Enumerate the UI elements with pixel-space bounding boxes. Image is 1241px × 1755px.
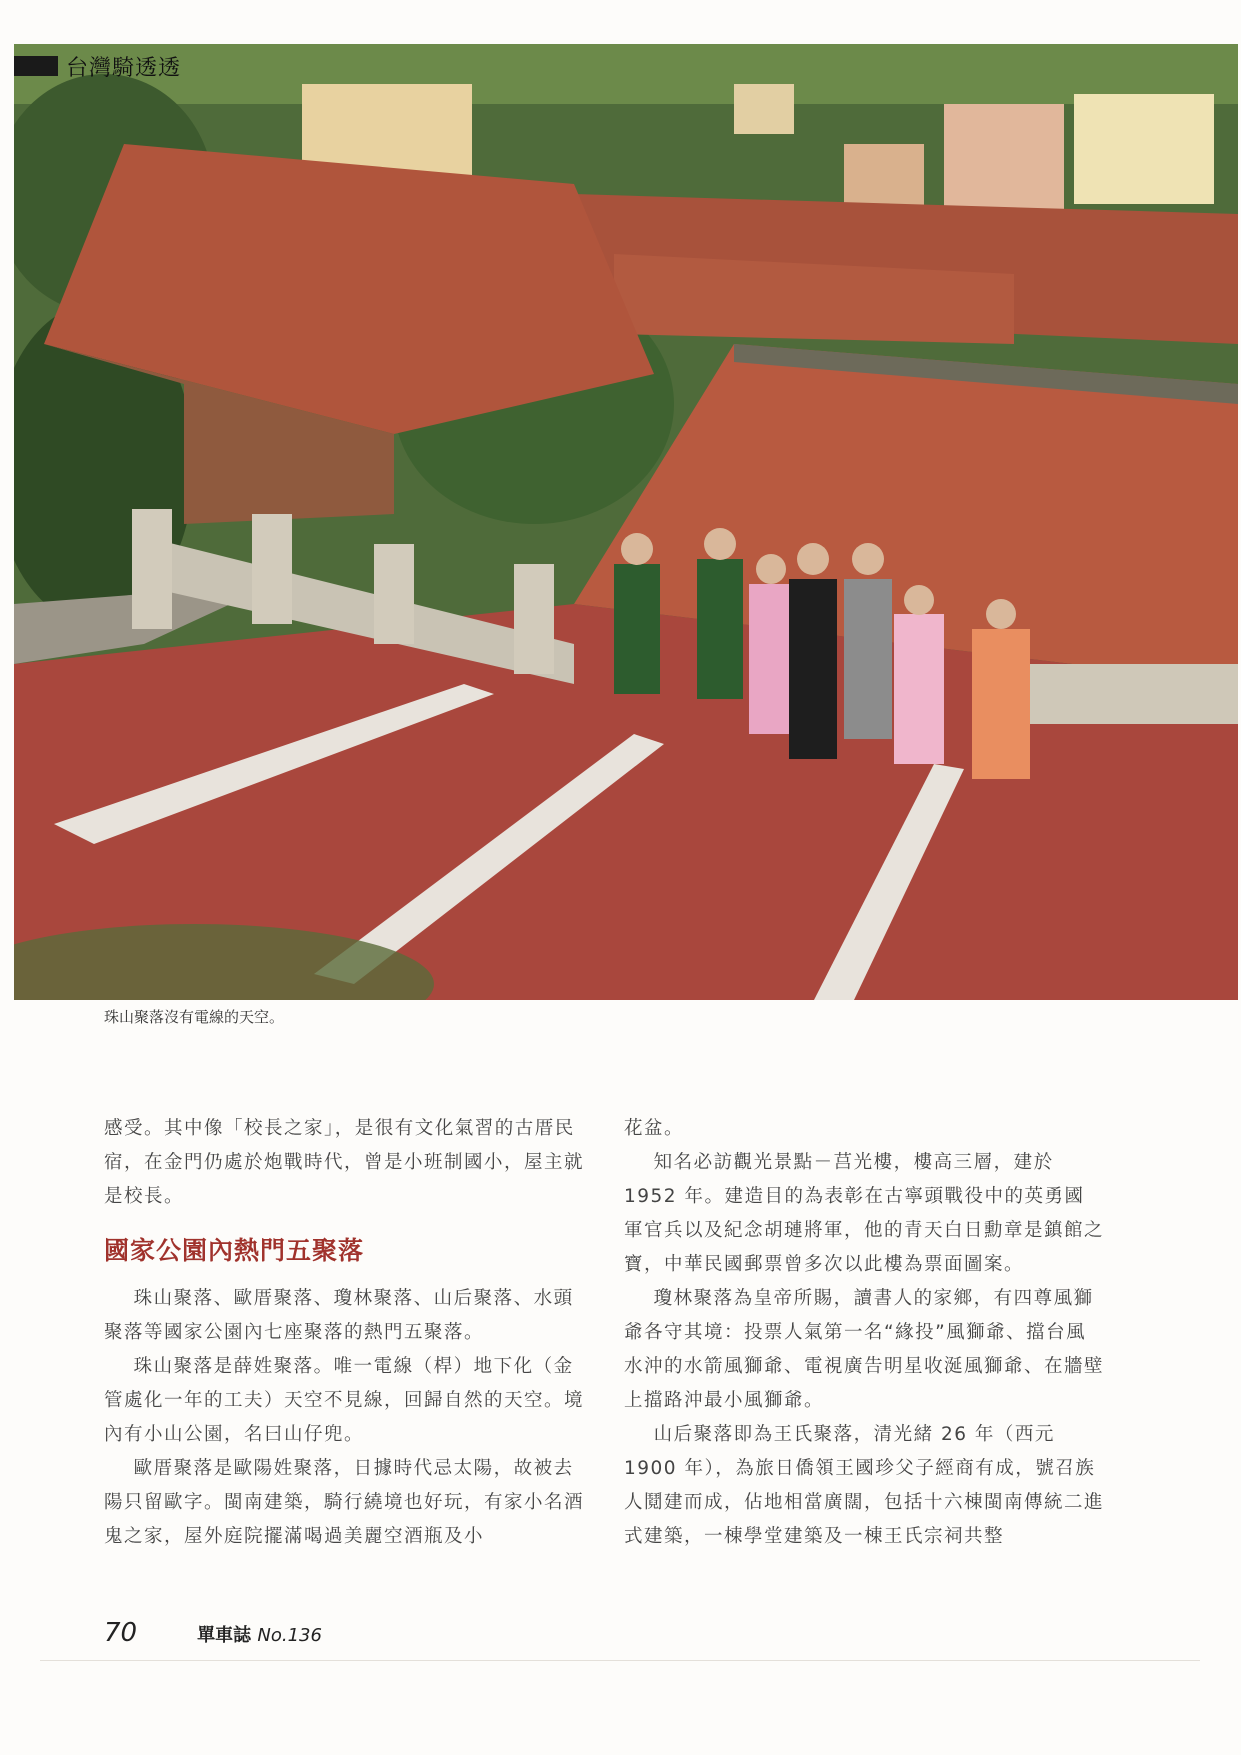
body-paragraph: 知名必訪觀光景點－莒光樓，樓高三層，建於 1952 年。建造目的為表彰在古寧頭戰役中的英勇國軍官兵以及紀念胡璉將軍，他的青天白日勳章是鎮館之寶，中華民國郵票曾多次以此樓為票面圖案。 [624,1152,1105,1275]
intro-paragraph: 感受。其中像「校長之家」，是很有文化氣習的古厝民宿，在金門仍處於炮戰時代，曾是小班制國小，屋主就是校長。 [104,1118,585,1207]
village-photo [14,44,1238,1000]
issue-number: No.136 [257,1625,322,1646]
right-column [624,1112,1104,1554]
magazine-title [197,1621,322,1647]
body-paragraph: 珠山聚落是薛姓聚落。唯一電線（桿）地下化（金管處化一年的工夫）天空不見線，回歸自然的天空。境內有小山公園，名曰山仔兜。 [104,1356,585,1445]
section-label [14,52,181,80]
section-label-text: 台灣騎透透 [66,55,182,81]
body-paragraph: 瓊林聚落為皇帝所賜，讀書人的家鄉，有四尊風獅爺各守其境：投票人氣第一名“緣投”風獅爺、擋台風水沖的水箭風獅爺、電視廣告明星收涎風獅爺、在牆壁上擋路沖最小風獅爺。 [624,1288,1105,1411]
section-heading: 國家公園內熱門五聚落 [104,1236,365,1265]
page-number: 70 [104,1618,138,1648]
continued-text: 花盆。 [624,1118,685,1139]
body-paragraph: 珠山聚落、歐厝聚落、瓊林聚落、山后聚落、水頭聚落等國家公園內七座聚落的熱門五聚落。 [104,1288,574,1343]
body-paragraph: 山后聚落即為王氏聚落，清光緒 26 年（西元 1900 年），為旅日僑領王國珍父子經商有成，號召族人鬩建而成，佔地相當廣闊，包括十六棟閩南傳統二進式建築，一棟學堂建築及一棟王氏宗祠共整 [624,1424,1105,1547]
left-column [104,1112,584,1554]
village-photo-illustration [14,44,1238,1000]
photo-caption: 珠山聚落沒有電線的天空。 [104,1008,285,1026]
footer-divider [40,1660,1200,1661]
section-marker-block [14,56,58,76]
magazine-name: 單車誌 [197,1625,252,1646]
page-footer [104,1618,322,1648]
body-paragraph: 歐厝聚落是歐陽姓聚落，日據時代忌太陽，故被去陽只留歐字。閩南建築，騎行繞境也好玩，有家小名酒鬼之家，屋外庭院擺滿喝過美麗空酒瓶及小 [104,1458,585,1547]
